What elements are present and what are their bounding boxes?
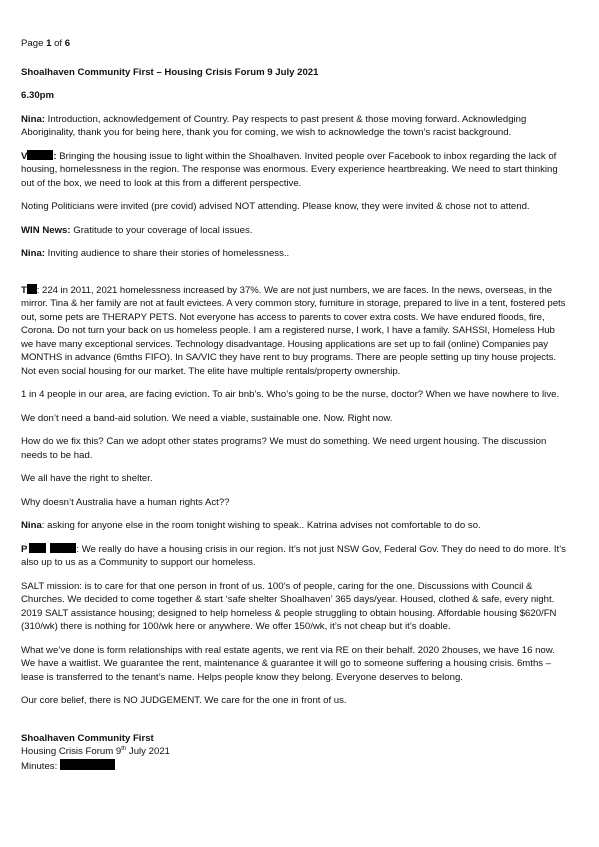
footer-org: Shoalhaven Community First: [21, 732, 154, 744]
paragraph-win-news: WIN News: Gratitude to your coverage of local issues.: [21, 224, 253, 236]
paragraph-nina-ask: Nina: asking for anyone else in the room tonight wishing to speak.. Katrina advises not comfortable to do so.: [21, 520, 481, 531]
speaker-label: Nina:: [21, 248, 45, 259]
document-body: [21, 37, 566, 773]
document-title: Shoalhaven Community First – Housing Crisis Forum 9 July 2021: [21, 66, 319, 78]
paragraph-nina-intro: Nina: Introduction, acknowledgement of Country. Pay respects to past present & those moving forward. Acknowledging Aboriginality, thank you for being here, thank you for coming, we wish to acknowledge the town’s racist background.: [21, 113, 527, 138]
paragraph-v: V : Bringing the housing issue to light within the Shoalhaven. Invited people over Facebook to inbox regarding the lack of housing, homelessness in the region. The response was enormous. Every experience heartbreaking. We need to start thinking out of the box, we need to look at this from a different perspective.: [21, 150, 558, 189]
page-total: 6: [64, 38, 71, 49]
speaker-label: P: [21, 543, 28, 555]
paragraph-eviction: 1 in 4 people in our area, are facing eviction. To air bnb’s. Who’s going to be the nurse, doctor? When we have nowhere to live.: [21, 389, 560, 400]
speaker-label: V: [21, 150, 28, 162]
paragraph-politicians: Noting Politicians were invited (pre covid) advised NOT attending. Please know, they were invited & chose not to attend.: [21, 201, 530, 212]
paragraph-band-aid: We don’t need a band-aid solution. We need a viable, sustainable one. Now. Right now.: [21, 412, 393, 424]
redaction-box: [50, 543, 76, 553]
paragraph-salt-mission: SALT mission: is to care for that one person in front of us. 100’s of people, caring for the one. Discussions with Council & Churches. We decided to come together & start ‘safe shelter Shoalhaven’ 365 days/year. Housed, clothed & safe, every night. 2019 SALT assistance housing; designed to help homeless & people struggling to obtain housing. Affordable housing $620/FN (310/wk) there is nothing for 100/wk here or anywhere. We offer 150/wk, it’s not cheap but it’s doable.: [21, 580, 557, 632]
paragraph-relationships: What we’ve done is form relationships with real estate agents, we rent via RE on their behalf. 2020 2houses, we have 16 now. We have a waitlist. We guarantee the rent, maintenance & guarantee it will go to someone suffering a housing crisis. 6mths – lease is transferred to the tenant’s name. Helps people know they belong. Everyone deserves to belong.: [21, 644, 555, 683]
redaction-box: [27, 284, 37, 294]
footer-forum: Housing Crisis Forum 9th July 2021: [21, 745, 170, 757]
redaction-box: [29, 543, 46, 553]
speaker-label: WIN News:: [21, 224, 71, 236]
paragraph-fix: How do we fix this? Can we adopt other states programs? We must do something. We need urgent housing. The discussion needs to be had.: [21, 436, 547, 461]
redaction-box: [60, 759, 115, 770]
speaker-label: Nina: [21, 520, 42, 531]
paragraph-core-belief: Our core belief, there is NO JUDGEMENT. We care for the one in front of us.: [21, 695, 347, 706]
page-counter: Page 1 of 6: [21, 38, 71, 49]
meeting-time: 6.30pm: [21, 90, 55, 101]
paragraph-t: T : 224 in 2011, 2021 homelessness increased by 37%. We are not just numbers, we are faces. In the news, overseas, in the mirror. Tina & her family are not at fault evictees. A very common story, furniture in storage, prepared to live in a tent, fostered pets out, some pets are THERAPY PETS. Not everyone has access to parents to cover extra costs. We have endured floods, fire, Corona. Do not turn your back on us homeless people. I am a registered nurse, I work, I have a family. SAHSSI, Homeless Hub we have many exceptional services. Technology disadvantage. Housing applications are set up to fail (online) Companies pay MONTHS in advance (6mths FIFO). In SA/VIC they have rent to buy programs. There are people setting up tiny house projects. Not even social housing for our market. The elite have multiple rentals/property ownership.: [21, 284, 566, 377]
paragraph-human-rights: Why doesn’t Australia have a human rights Act??: [21, 496, 230, 508]
page-number: 1: [46, 38, 52, 49]
speaker-label: Nina:: [21, 113, 45, 125]
paragraph-shelter: We all have the right to shelter.: [21, 473, 153, 484]
footer-minutes: Minutes:: [21, 759, 566, 774]
redaction-box: [27, 150, 53, 160]
paragraph-nina-invite: Nina: Inviting audience to share their stories of homelessness..: [21, 248, 290, 259]
paragraph-p: P : We really do have a housing crisis in our region. It’s not just NSW Gov, Federal Gov. They do need to do more. It’s also up to us as a Community to support our homeless.: [21, 543, 566, 568]
speaker-label: T: [21, 284, 27, 296]
